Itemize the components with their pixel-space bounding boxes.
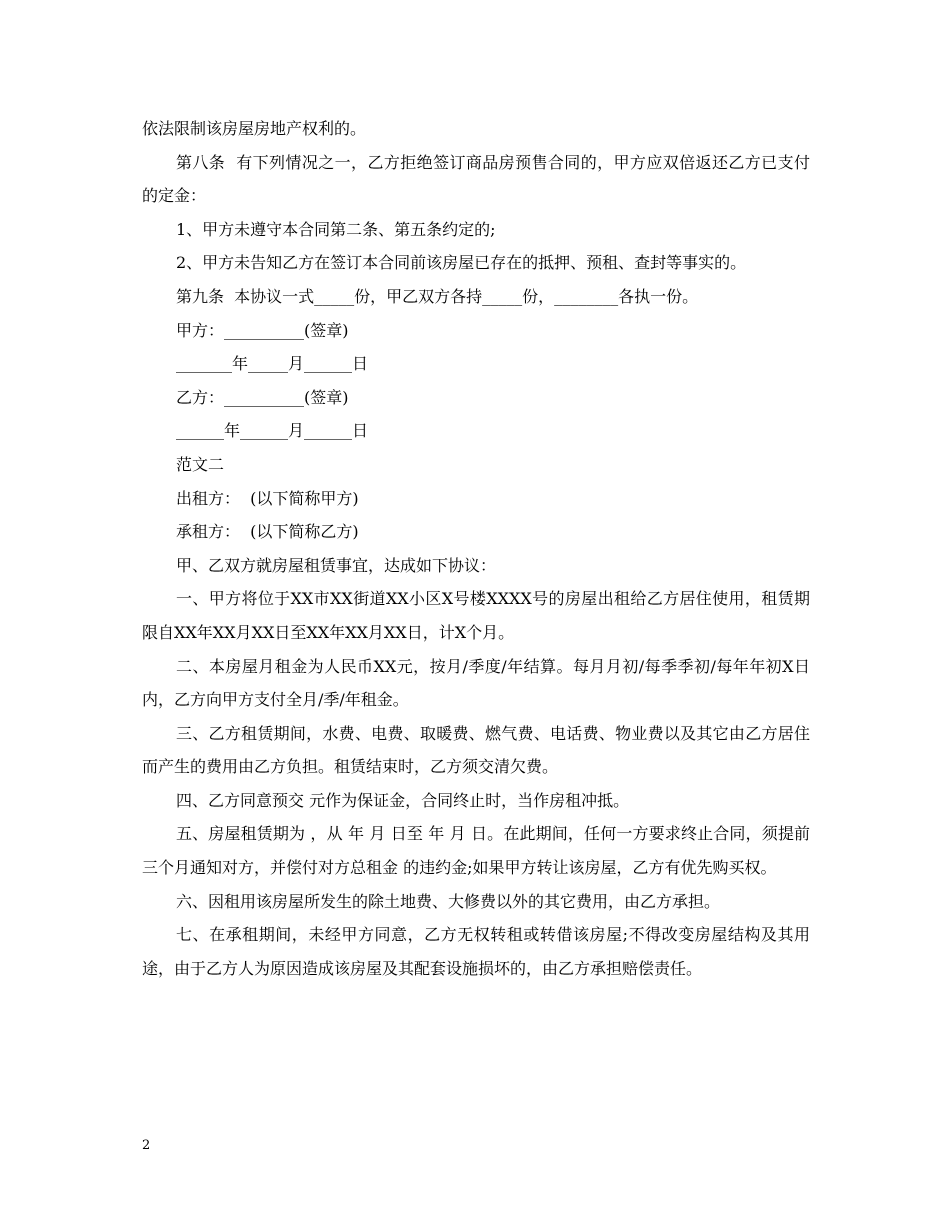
party-a-date: _______年_____月______日 [176,354,369,374]
document-body [142,112,810,985]
paragraph-article-8-item-1: 1、甲方未遵守本合同第二条、第五条约定的; [176,219,496,239]
party-b-date: ______年______月______日 [176,421,369,441]
clause-7: 七、在承租期间，未经甲方同意，乙方无权转租或转借该房屋;不得改变房屋结构及其用途，由于乙方人为原因造成该房屋及其配套设施损坏的，由乙方承担赔偿责任。 [142,925,810,978]
page-number: 2 [142,1138,151,1153]
clause-5: 五、房屋租赁期为 ，从 年 月 日至 年 月 日。在此期间，任何一方要求终止合同，须提前三个月通知对方，并偿付对方总租金 的违约金;如果甲方转让该房屋，乙方有优先购买权。 [142,824,810,878]
lessee-line: 承租方： (以下简称乙方) [176,522,359,542]
lessor-line: 出租方： (以下简称甲方) [176,488,359,508]
section-heading-sample-2: 范文二 [176,454,225,474]
clause-1: 一、甲方将位于XX市XX街道XX小区X号楼XXXX号的房屋出租给乙方居住使用，租赁期限自XX年XX月XX日至XX年XX月XX日，计X个月。 [142,589,810,642]
paragraph-continuation: 依法限制该房屋房地产权利的。 [142,119,367,138]
paragraph-article-9: 第九条 本协议一式_____份，甲乙双方各持_____份，________各执一份。 [176,286,699,306]
party-a-signature: 甲方：__________(签章) [176,320,349,340]
clause-2: 二、本房屋月租金为人民币XX元，按月/季度/年结算。每月月初/每季季初/每年年初X日内，乙方向甲方支付全月/季/年租金。 [142,656,810,710]
clause-3: 三、乙方租赁期间，水费、电费、取暖费、燃气费、电话费、物业费以及其它由乙方居住而产生的费用由乙方负担。租赁结束时，乙方须交清欠费。 [142,723,810,777]
paragraph-article-8: 第八条 有下列情况之一，乙方拒绝签订商品房预售合同的，甲方应双倍返还乙方已支付的定金： [142,152,810,206]
agreement-intro: 甲、乙双方就房屋租赁事宜，达成如下协议： [176,555,497,575]
paragraph-article-8-item-2: 2、甲方未告知乙方在签订本合同前该房屋已存在的抵押、预租、查封等事实的。 [176,253,747,273]
party-b-signature: 乙方：__________(签章) [176,387,349,407]
clause-4: 四、乙方同意预交 元作为保证金，合同终止时，当作房租冲抵。 [176,790,630,810]
clause-6: 六、因租用该房屋所发生的除土地费、大修费以外的其它费用，由乙方承担。 [176,891,721,911]
